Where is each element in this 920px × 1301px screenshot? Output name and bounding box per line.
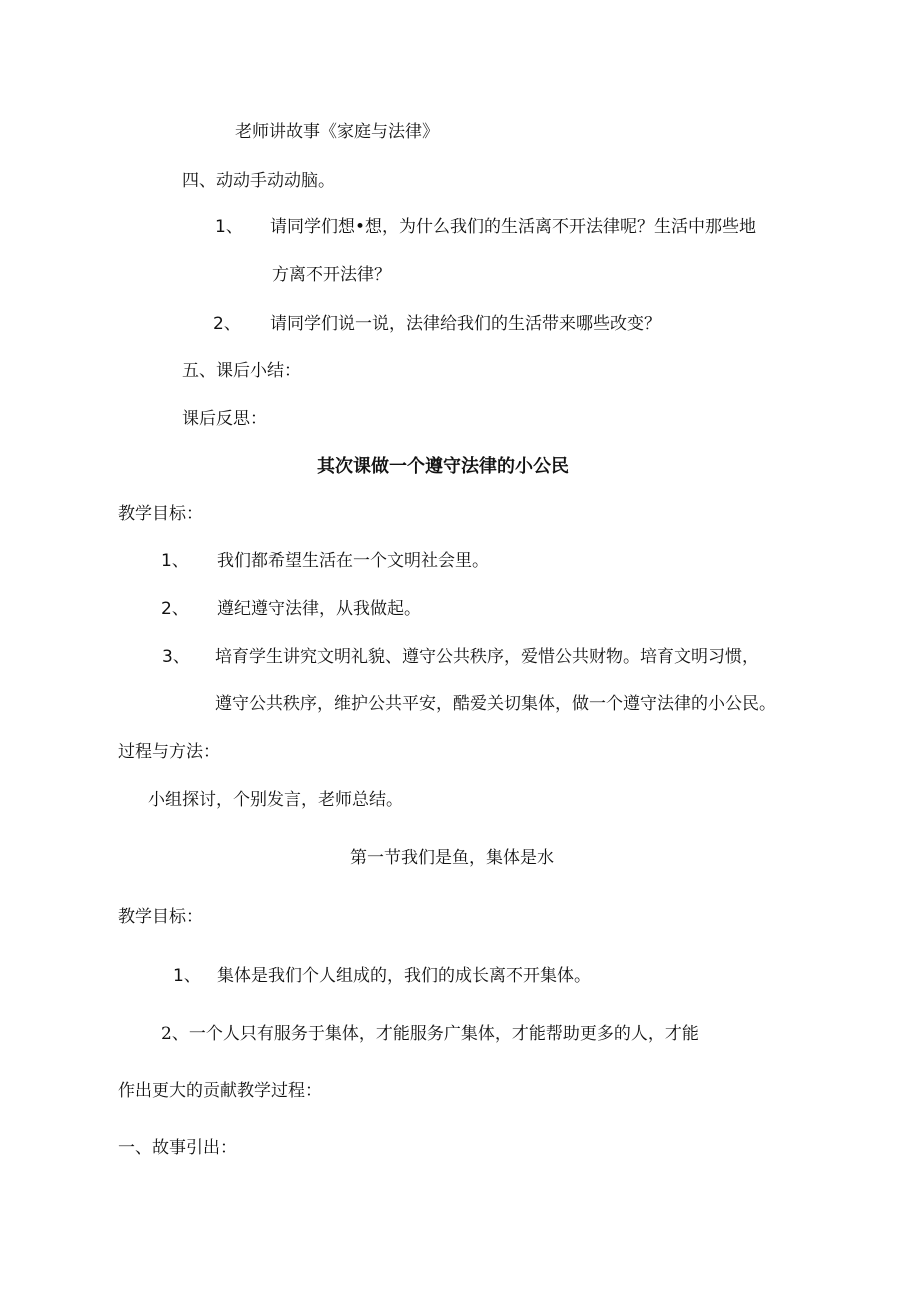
- section4-item2-number: 2、: [213, 314, 241, 334]
- lesson2-goal1-text: 我们都希望生活在一个文明社会里。: [217, 551, 489, 571]
- lesson2-goal3-text: 培育学生讲究文明礼貌、遵守公共秩序，爱惜公共财物。培育文明习惯，: [215, 647, 759, 667]
- lesson2-method-text: 小组探讨，个别发言，老师总结。: [148, 790, 403, 810]
- section4-heading: 四、动动手动动脑。: [182, 171, 335, 191]
- section1-goal1-number: 1、: [173, 966, 201, 986]
- section4-item1-text: 请同学们想•想，为什么我们的生活离不开法律呢？生活中那些地: [270, 217, 757, 237]
- lesson2-goal2-text: 遵纪遵守法律，从我做起。: [217, 599, 421, 619]
- section4-item1-continuation: 方离不开法律？: [272, 265, 391, 285]
- section1-goal2-text: 2、一个人只有服务于集体，才能服务广集体，才能帮助更多的人，才能: [161, 1024, 699, 1044]
- lesson2-goal2-number: 2、: [161, 599, 189, 619]
- section1-title: 第一节我们是鱼，集体是水: [350, 848, 554, 868]
- lesson2-goal3-number: 3、: [162, 647, 190, 667]
- lesson2-goal1-number: 1、: [161, 551, 189, 571]
- section1-continuation: 作出更大的贡献教学过程：: [118, 1081, 322, 1101]
- section4-item2-text: 请同学们说一说，法律给我们的生活带来哪些改变？: [270, 314, 661, 334]
- lesson2-goals-label: 教学目标：: [118, 504, 203, 524]
- section1-story-heading: 一、故事引出：: [118, 1138, 237, 1158]
- section1-goals-label: 教学目标：: [118, 907, 203, 927]
- story-line: 老师讲故事《家庭与法律》: [235, 122, 439, 142]
- section5-heading: 五、课后小结：: [182, 361, 301, 381]
- lesson2-goal3-continuation: 遵守公共秩序，维护公共平安，酷爱关切集体，做一个遵守法律的小公民。: [215, 694, 776, 714]
- section1-goal1-text: 集体是我们个人组成的，我们的成长离不开集体。: [217, 966, 591, 986]
- reflection-label: 课后反思：: [182, 409, 267, 429]
- lesson2-title: 其次课做一个遵守法律的小公民: [317, 456, 569, 477]
- section4-item1-number: 1、: [215, 217, 243, 237]
- lesson2-method-label: 过程与方法：: [118, 742, 220, 762]
